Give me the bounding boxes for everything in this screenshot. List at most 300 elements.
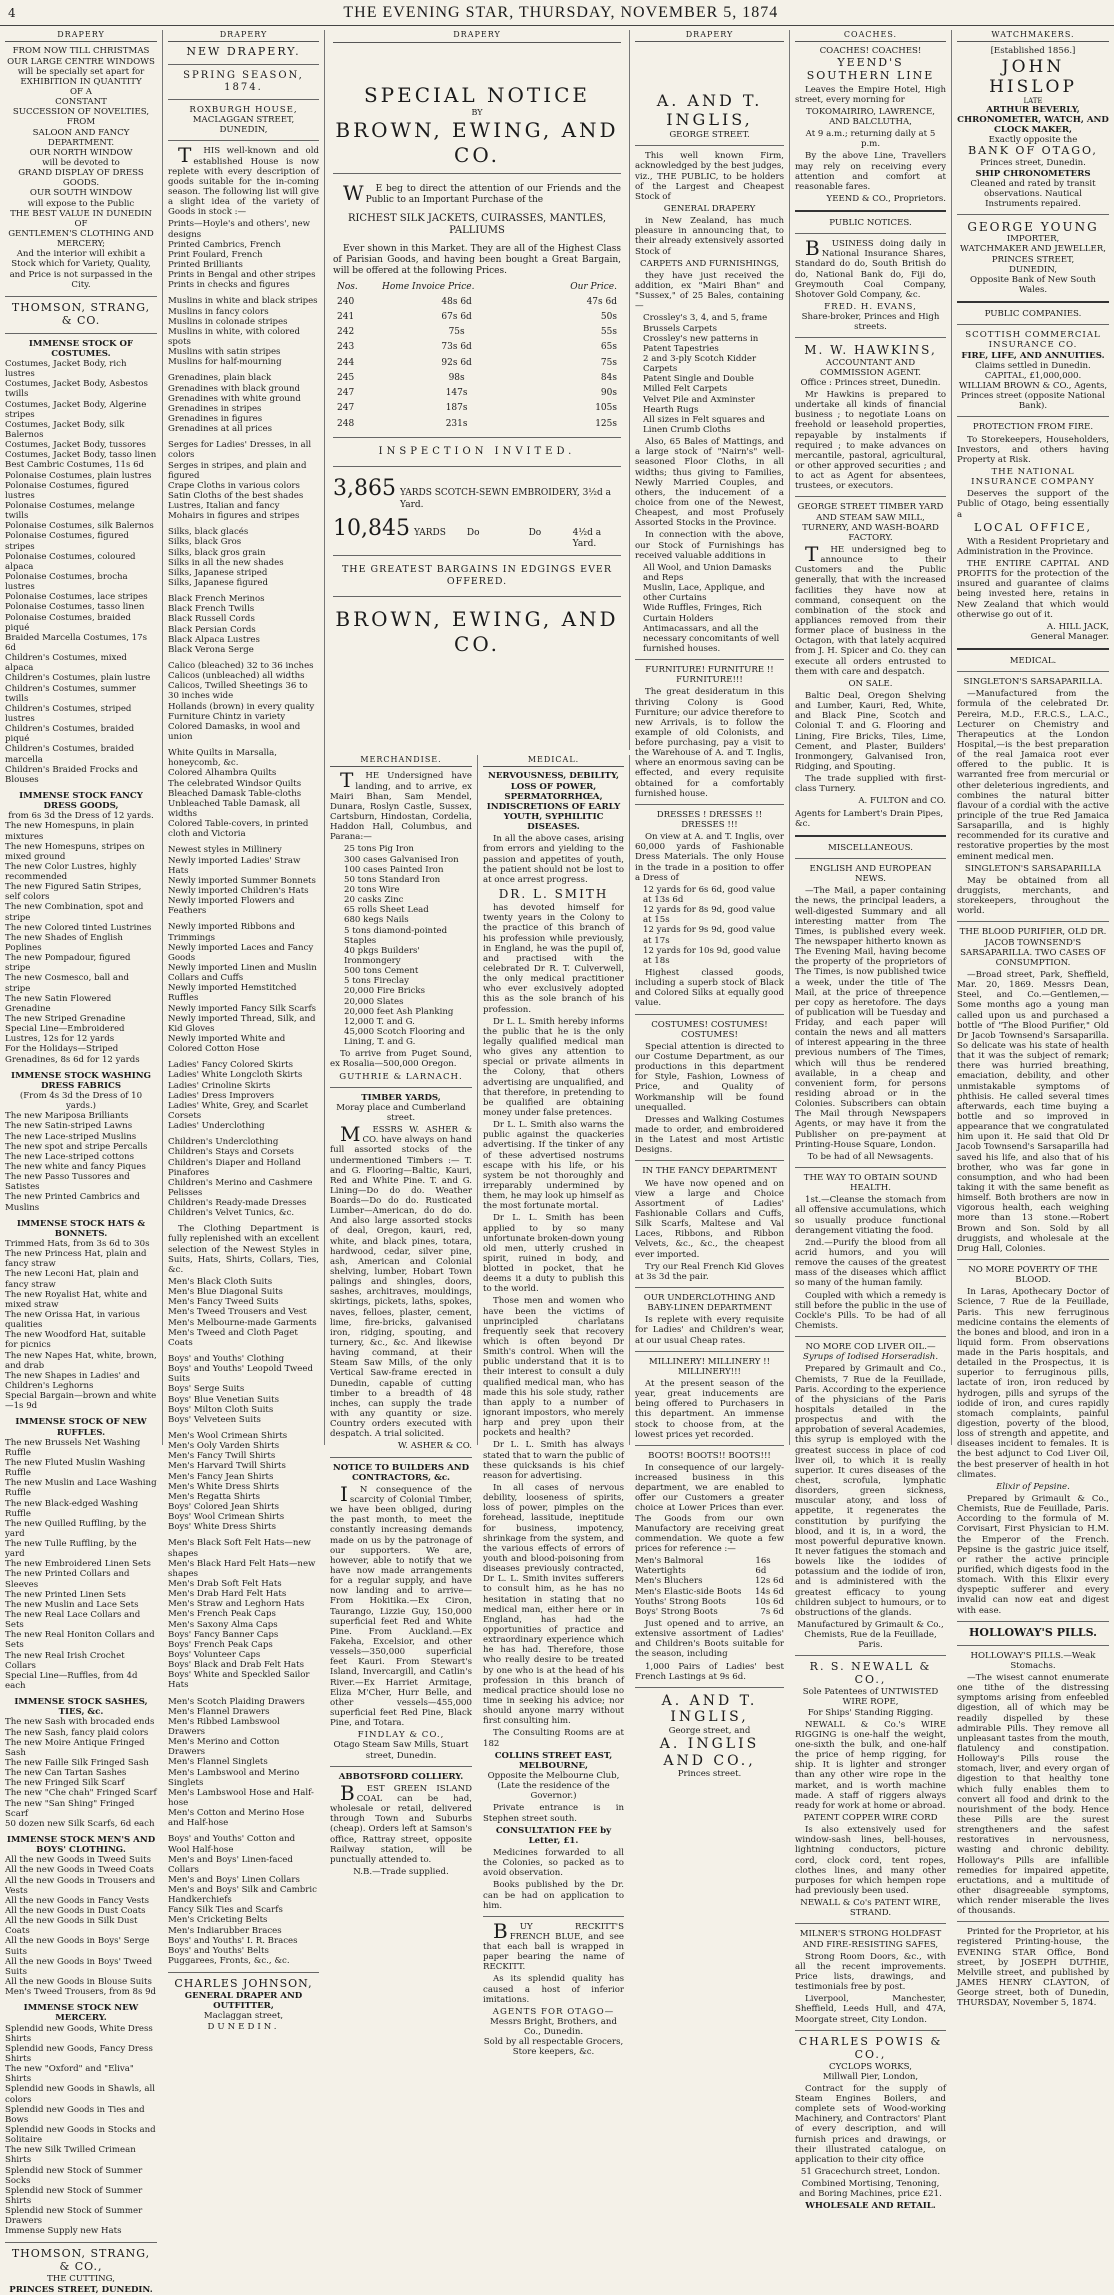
table-row bbox=[635, 1597, 784, 1607]
list-item: Newly imported Hemstitched Ruffles bbox=[168, 983, 297, 1004]
intro-line: EXHIBITION IN QUANTITY bbox=[20, 76, 142, 87]
med-p5: Dr L. L. Smith has been applied to by so many unfortunate broken-down young old men, utterly crushed in spirit, ruined in body, and blotted in pocket, that he deems it a duty to publish this to the world. bbox=[483, 1213, 624, 1295]
milner-p18: Strong Room Doors, &c., with all the recent improvements. Price lists, drawings, and testimonials free by post. bbox=[795, 1951, 946, 1993]
list-item: 12 yards for 10s 9d, good value at 18s bbox=[643, 945, 781, 966]
hislop-name: JOHN HISLOP bbox=[989, 56, 1077, 97]
list-item: 65 rolls Sheet Lead bbox=[344, 905, 429, 916]
list-item: Printed Cambrics, French bbox=[168, 239, 281, 250]
brown-ewing-intro: WE beg to direct the attention of our Friends and the Public to an Important Purchase of the bbox=[343, 181, 621, 206]
list-item: The new Colored tinted Lustrines bbox=[5, 922, 152, 933]
list-item: 20,000 feet Ash Planking bbox=[344, 1006, 454, 1017]
intro-line: will expose to the Public bbox=[27, 198, 135, 209]
poverty-head: NO MORE POVERTY OF THE BLOOD. bbox=[968, 1264, 1098, 1286]
list-item: Polonaise Costumes, braided piqué bbox=[5, 612, 131, 633]
list-item: Men's Lambswool and Merino Singlets bbox=[168, 1767, 300, 1788]
list-item: The new white and fancy Piques bbox=[5, 1162, 146, 1172]
ruffles-heading: IMMENSE STOCK OF NEW RUFFLES. bbox=[15, 1417, 147, 1438]
table-cell: 187s bbox=[445, 403, 468, 414]
list-item: Polonaise Costumes, coloured alpaca bbox=[5, 551, 136, 572]
list-item: Men's Wool Crimean Shirts bbox=[168, 1431, 288, 1442]
list-item: Newly imported Ribbons and Trimmings bbox=[168, 922, 295, 943]
list-item: The new Figured Satin Stripes, self colors bbox=[5, 882, 142, 903]
edgings-bargains: THE GREATEST BARGAINS IN EDGINGS EVER OFFERED. bbox=[341, 564, 613, 588]
table-cell: 245 bbox=[337, 372, 355, 383]
inglis-sign-street: George street, and bbox=[668, 1725, 751, 1736]
intro-line: will be devoted to bbox=[42, 157, 120, 168]
list-item: The new Sash with brocaded ends bbox=[5, 1717, 155, 1728]
table-cell: Youths' Strong Boots bbox=[635, 1596, 727, 1607]
list-item: Colored Table-covers, in printed cloth and Victoria bbox=[168, 819, 309, 840]
sashes-list bbox=[5, 1717, 157, 1829]
list-item: Boys' Blue Venetian Suits bbox=[168, 1394, 280, 1405]
inglis-sign: A. AND T. INGLIS, bbox=[661, 1692, 758, 1726]
list-item: The new Homespuns, in plain mixtures bbox=[5, 821, 135, 842]
list-item: Special Line—Embroidered Lustres, 12s for 12 yards bbox=[5, 1024, 125, 1045]
list-item: Black Persian Cords bbox=[168, 624, 256, 635]
list-item: Furniture Chintz in variety bbox=[168, 711, 286, 722]
dresses-head: DRESSES ! DRESSES !! DRESSES !!! bbox=[656, 809, 763, 831]
inglis-p4: Also, 65 Bales of Mattings, and a large stock of "Nairn's" well-seasoned Floor Cloths, in all widths; thus giving to Families, Newly Married Couples, and others, the inducement of a choice from one of the Newest, Cheapest, and most Profusely Assorted Stocks in the Province. bbox=[635, 437, 784, 529]
list-item: Men's and Boys' Linen-faced Collars bbox=[168, 1854, 293, 1875]
list-item: Children's Braided Frocks and Blouses bbox=[5, 764, 139, 785]
list-item: Newest styles in Millinery bbox=[168, 845, 282, 856]
fire-protection-head: PROTECTION FROM FIRE. bbox=[972, 422, 1094, 433]
list-item: Trimmed Hats, from 3s 6d to 30s bbox=[5, 1238, 150, 1249]
list-item: Men's and Boys' Silk and Cambric Handkerchiefs bbox=[168, 1885, 317, 1906]
column-1 bbox=[0, 30, 163, 2295]
list-item: Men's Tweed and Cloth Paget Coats bbox=[168, 1327, 298, 1348]
merch-p1: THE Undersigned have landing, and to arrive, ex Mairi Bhan, Sam Mendel, Dunara, Roslyn Castle, Sussex, Cartsburn, Hindostan, Cordelia, Haddon Hall, Columbus, and Parana:— bbox=[330, 768, 472, 843]
list-item: Muslin, Lace, Applique, and other Curtains bbox=[643, 583, 765, 604]
list-item: Men's Melbourne-made Garments bbox=[168, 1317, 317, 1328]
embroidery-line-1 bbox=[333, 475, 621, 511]
list-item: Boys' Colored Jean Shirts bbox=[168, 1502, 280, 1512]
list-item: The new Real Honiton Collars and Sets bbox=[5, 1630, 155, 1651]
fulton-text: THE undersigned beg to announce to their Customers and the Public generally, that with the increased facilities they have now at command, consequent on the combination of the stock and appliances removed from their former place of business in the Octagon, with that lately acquired from J. H. Spicer and Co. they can execute all orders entrusted to them with care and despatch. bbox=[795, 542, 946, 677]
guthrie-larnach: GUTHRIE & LARNACH. bbox=[339, 1071, 463, 1082]
sarsaparilla-head: SINGLETON'S SARSAPARILLA. bbox=[963, 677, 1103, 688]
asher-sign: W. ASHER & CO. bbox=[397, 1441, 472, 1452]
inglis-firm: A. AND T. INGLIS, bbox=[656, 91, 763, 130]
table-cell: 67s 6d bbox=[441, 311, 472, 322]
table-cell: 90s bbox=[600, 388, 617, 398]
newall-name: R. S. NEWALL & CO., bbox=[809, 1660, 932, 1687]
list-item: Unbleached Table Damask, all widths bbox=[168, 798, 301, 819]
list-item: Men's Fancy Jean Shirts bbox=[168, 1471, 274, 1482]
fulton-sign: A. FULTON and CO. bbox=[858, 796, 946, 807]
list-item: Grenadines with white ground bbox=[168, 393, 301, 404]
inglis-p8: Highest classed goods, including a superb stock of Black and Colored Silks at equally good value. bbox=[635, 968, 784, 1009]
list-item: The new Printed Linen Sets bbox=[5, 1589, 126, 1600]
list-item: Boys' Black and Drab Felt Hats bbox=[168, 1660, 305, 1671]
inglis-p10: Dresses and Walking Costumes made to order, and embroidered in the Latest and most Artistic Designs. bbox=[635, 1114, 784, 1156]
list-item: Boys' Wool Crimean Shirts bbox=[168, 1512, 285, 1523]
table-cell: 125s bbox=[595, 418, 617, 429]
list-item: Boys' Velveteen Suits bbox=[168, 1414, 261, 1425]
list-item: 20,000 Slates bbox=[344, 996, 404, 1007]
table-cell: 48s 6d bbox=[441, 296, 472, 307]
list-item: The new Can Tartan Sashes bbox=[5, 1768, 127, 1779]
list-item: Men's White Dress Shirts bbox=[168, 1481, 280, 1492]
list-item: The new Real Irish Crochet Collars bbox=[5, 1650, 125, 1671]
table-cell: 248 bbox=[337, 418, 355, 429]
inglis-p13: Is replete with every requisite for Ladies' and Children's wear, at our usual Cheap rates. bbox=[635, 1315, 784, 1346]
furniture-head: FURNITURE! FURNITURE !! FURNITURE!!! bbox=[645, 665, 774, 686]
list-item: Men's Flannel Drawers bbox=[168, 1706, 270, 1717]
list-item: Splendid new Stock of Summer Drawers bbox=[5, 2206, 143, 2227]
yeend-route: TOKOMAIRIRO, LAWRENCE, AND BALCLUTHA, bbox=[806, 106, 935, 127]
list-item: The new Fringed Silk Scarf bbox=[5, 1778, 125, 1789]
stock-group bbox=[168, 1060, 319, 1131]
list-item: 20,000 Fire Bricks bbox=[344, 986, 426, 997]
list-item: All the new Goods in Boys' Tweed Suits bbox=[5, 1956, 153, 1977]
list-item: Costumes, Jacket Body, Algerine stripes bbox=[5, 399, 147, 420]
list-item: Boys' French Peak Caps bbox=[168, 1639, 273, 1650]
list-item: Wide Ruffles, Fringes, Rich Curtain Holders bbox=[643, 603, 762, 624]
table-cell: 240 bbox=[337, 296, 355, 307]
list-item: 12 yards for 6s 6d, good value at 13s 6d bbox=[643, 884, 776, 906]
list-item: The new Combination, spot and stripe bbox=[5, 902, 144, 923]
list-item: Boys' Serge Suits bbox=[168, 1384, 245, 1395]
findlay-sign: FINDLAY & CO., bbox=[357, 1730, 445, 1741]
list-item: Men's Indiarubber Braces bbox=[168, 1925, 282, 1936]
table-row bbox=[333, 340, 621, 355]
list-item: All sizes in Felt squares and Linen Crumb Cloths bbox=[643, 414, 765, 435]
johnson-city: DUNEDIN. bbox=[207, 2021, 280, 2032]
yeend-p1: Leaves the Empire Hotel, High street, every morning for bbox=[795, 84, 946, 105]
stock-group bbox=[168, 373, 319, 434]
season-heading: SPRING SEASON, 1874. bbox=[183, 70, 304, 94]
merch-list bbox=[330, 844, 472, 1047]
wash-subheading: (From 4s 3d the Dress of 10 yards.) bbox=[19, 1091, 143, 1112]
list-item: All the new Goods in Tweed Suits bbox=[5, 1855, 152, 1866]
list-item: For the Holidays—Striped Grenadines, 8s 6d for 12 yards bbox=[5, 1044, 140, 1065]
list-item: All Wool, and Union Damasks and Reps bbox=[643, 562, 772, 583]
local-office: LOCAL OFFICE, bbox=[973, 520, 1093, 534]
intro-line: OUR LARGE CENTRE WINDOWS bbox=[7, 56, 155, 67]
list-item: 5 tons Fireclay bbox=[344, 976, 409, 987]
list-item: All the new Goods in Boys' Serge Suits bbox=[5, 1936, 150, 1957]
list-item: The new Shades of English Poplines bbox=[5, 932, 123, 954]
table-row bbox=[635, 1556, 784, 1576]
blood-purifier-head: THE BLOOD PURIFIER, OLD DR. JACOB TOWNSEND'S SARSAPARILLA. TWO CASES OF CONSUMPTION. bbox=[959, 927, 1107, 968]
new-drapery-title: NEW DRAPERY. bbox=[186, 45, 301, 59]
list-item: Boys' Fancy Banner Caps bbox=[168, 1629, 279, 1640]
list-item: The new Satin Flowered Grenadine bbox=[5, 993, 112, 1014]
med-p4: Dr L. L. Smith also warns the public against the quackeries advertising. If the tinker of any of these advertised nostrums escape with his life, or his system be not thoroughly and irreparably undermined by them, he may look up himself as the most fortunate mortal. bbox=[483, 1120, 624, 1212]
list-item: Muslins with satin stripes bbox=[168, 347, 281, 358]
list-item: The new Muslin and Lace Sets bbox=[5, 1599, 139, 1610]
list-item: Boys' and Youths' Belts bbox=[168, 1945, 269, 1956]
stock-group bbox=[168, 296, 319, 367]
fancy-dept-head: IN THE FANCY DEPARTMENT bbox=[642, 1166, 777, 1177]
list-item: Men's Tweed Trousers, from 8s 9d bbox=[5, 1987, 157, 1998]
health-p12: 1st.—Cleanse the stomach from all offensive accumulations, which so usually produce functional derangement vitiating the food. bbox=[795, 1195, 946, 1236]
list-item: White Quilts in Marsalla, honeycomb, &c. bbox=[168, 748, 277, 769]
column-6-head: WATCHMAKERS. bbox=[957, 30, 1109, 42]
table-row bbox=[333, 356, 621, 371]
list-item: Black Russell Cords bbox=[168, 614, 255, 625]
health-head: THE WAY TO OBTAIN SOUND HEALTH. bbox=[803, 1173, 938, 1194]
list-item: Muslins in fancy colors bbox=[168, 306, 269, 317]
list-item: 25 tons Pig Iron bbox=[344, 844, 414, 855]
list-item: Silks, Japanese striped bbox=[168, 567, 268, 578]
list-item: Muslins in white, with colored spots bbox=[168, 326, 301, 347]
holloway-sub: HOLLOWAY'S PILLS.—Weak Stomachs. bbox=[970, 1650, 1096, 1671]
roxburgh-stock-list bbox=[168, 219, 319, 1218]
emb2-price: 4½d a Yard. bbox=[572, 527, 602, 549]
boots-head: BOOTS! BOOTS!! BOOTS!!! bbox=[648, 1450, 771, 1461]
list-item: Black Alpaca Lustres bbox=[168, 634, 260, 645]
list-item: Children's Ready-made Dresses bbox=[168, 1198, 307, 1209]
roxburgh-house: ROXBURGH HOUSE, bbox=[189, 105, 298, 115]
merchandise-column bbox=[325, 755, 478, 1877]
intro-line: CONSTANT bbox=[55, 97, 107, 108]
list-item: Colored Alhambra Quilts bbox=[168, 768, 277, 779]
fulton-p9: Agents for Lambert's Drain Pipes, &c. bbox=[795, 808, 944, 829]
fire-p9: THE ENTIRE CAPITAL AND PROFITS for the protection of the insured and guarantee of claims being invested here, retains in New Zealand that which would otherwise go out of it. bbox=[957, 558, 1109, 620]
mens-list bbox=[5, 1855, 157, 1997]
yeend-p2: At 9 a.m.; returning daily at 5 p.m. bbox=[805, 129, 936, 150]
list-item: Splendid new Goods in Stocks and Solitaire bbox=[5, 2124, 156, 2146]
sashes-heading: IMMENSE STOCK SASHES, TIES, &c. bbox=[14, 1697, 148, 1718]
table-cell: 231s bbox=[445, 418, 468, 429]
med-address: COLLINS STREET EAST, MELBOURNE, bbox=[494, 1750, 613, 1771]
list-item: Children's Underclothing bbox=[168, 1137, 279, 1148]
list-item: Calicos, Twilled Sheetings 36 to 30 inches wide bbox=[168, 681, 308, 702]
newall-sub: Sole Patentees of UNTWISTED WIRE ROPE, bbox=[802, 1687, 939, 1708]
list-item: The new Leconi Hat, plain and fancy straw bbox=[5, 1269, 139, 1290]
medical-column bbox=[478, 755, 630, 2058]
list-item: The new Royalist Hat, white and mixed straw bbox=[5, 1289, 148, 1310]
column-2-head: DRAPERY bbox=[168, 30, 319, 42]
young-name: GEORGE YOUNG bbox=[967, 220, 1099, 235]
stock-group bbox=[168, 1137, 319, 1218]
list-item: Crossley's 3, 4, and 5, frame Brussels Carpets bbox=[643, 313, 768, 334]
list-item: Costumes, Jacket Body, silk Balernos bbox=[5, 419, 125, 441]
table-cell: 75s bbox=[600, 357, 617, 368]
table-row bbox=[635, 1607, 784, 1617]
costumes-heading: IMMENSE STOCK OF COSTUMES. bbox=[28, 338, 134, 359]
list-item: Hollands (brown) in every quality bbox=[168, 701, 315, 712]
list-item: Mohairs in figures and stripes bbox=[168, 511, 300, 522]
list-item: 5 tons diamond-pointed Staples bbox=[344, 925, 448, 946]
list-item: The new "Oxford" and "Eliva" Shirts bbox=[5, 2064, 134, 2085]
inglis-p1: This well known Firm, acknowledged by the best judges, viz., THE PUBLIC, to be holders of the Largest and Cheapest Stock of bbox=[635, 151, 784, 202]
list-item: Newly imported Thread, Silk, and Kid Gloves bbox=[168, 1013, 316, 1034]
table-cell: 105s bbox=[595, 403, 617, 414]
stock-group bbox=[168, 748, 319, 839]
dress-price-list bbox=[635, 885, 784, 966]
table-cell: 247 bbox=[337, 388, 355, 398]
stock-group bbox=[168, 219, 319, 290]
stock-group bbox=[168, 594, 319, 655]
stock-group bbox=[168, 1277, 319, 1348]
inglis-p11: We have now opened and on view a large and Choice Assortment of Ladies' Fashionable Collars and Cuffs, Silk Scarfs, Maltese and Val Laces, Ribbons, and Ribbon Velvets, &c., &c., the cheapest ever imported. bbox=[635, 1178, 784, 1260]
emb2-do2: Do bbox=[528, 527, 542, 538]
fulton-p8: The trade supplied with first-class Turnery. bbox=[795, 774, 946, 795]
fancy-subheading: from 6s 3d the Dress of 12 yards. bbox=[8, 811, 154, 822]
list-item: Men's Cricketing Belts bbox=[168, 1915, 268, 1926]
masthead bbox=[0, 0, 1114, 26]
med-p2: has devoted himself for twenty years in the Colony to the practice of this branch of his profession while previously, in England, he was the pupil of, and practised with the celebrated Dr R. T. Culverwell, the only medical practitioner who ever exclusively adopted this as the sole branch of his profession. bbox=[483, 903, 624, 1015]
col-header-nos: Nos. bbox=[337, 282, 358, 293]
list-item: Polonaise Costumes, plain lustres bbox=[5, 470, 152, 481]
mercery-list bbox=[5, 2024, 157, 2237]
jack-name: A. HILL JACK, bbox=[1046, 621, 1109, 632]
mail-text: —The Mail, a paper containing the news, the principal leaders, a well-digested Summary and all interesting matter from The Times, is published every week. The newspaper hitherto known as The Evening Mail, having become the property of the proprietors of The Times, is now published twice a week, under the title of The Mail, at the price of threepence per copy as heretofore. The days of publication will be Tuesday and Friday, and each paper will contain the news and all matters of interest appearing in the three previous numbers of The Times, which will thus be rendered available, in a cheap and convenient form, for persons residing abroad or in the Colonies. Subscribers can obtain The Mail through Newspapers Agents, or may have it from the Publisher on pre-payment at Printing-House Square, London. bbox=[795, 886, 946, 1150]
national-insurance: THE NATIONAL INSURANCE COMPANY bbox=[971, 466, 1095, 488]
colliery-text: BEST GREEN ISLAND COAL can be had, wholesale or retail, delivered through Town and Suburbs (cheap). Orders left at Samson's office, Rattray street, opposite Railway station, will be punctually attended to. bbox=[330, 1780, 472, 1865]
list-item: The new Pompadour, figured stripe bbox=[5, 953, 131, 974]
list-item: The new Muslin and Lace Washing Ruffle bbox=[5, 1478, 157, 1499]
medical-head-2: MEDICAL. bbox=[1009, 656, 1057, 667]
wash-heading: IMMENSE STOCK WASHING DRESS FABRICS bbox=[11, 1070, 151, 1091]
intro-line: SALOON AND FANCY DEPARTMENT. bbox=[32, 127, 130, 148]
list-item: Prints—Hoyle's and others', new designs bbox=[168, 219, 310, 240]
col-header-home: Home Invoice Price. bbox=[382, 282, 475, 293]
pepsine-p14: Prepared by Grimault & Co., Chemists, Rue de Feuillade, Paris. According to the formula of M. Corvisart, First Physician to H.M. the Emperor of the French. Pepsine is the gastric juice itself, or rather the active principle purified, which digests food in the stomach. With this Elixir every dyspeptic sufferer and every invalid can now eat and digest with ease. bbox=[957, 1494, 1109, 1616]
table-cell: Men's Elastic-side Boots bbox=[635, 1586, 742, 1597]
list-item: Special Bargain—brown and white—1s 9d bbox=[5, 1391, 157, 1412]
newall-text: NEWALL & Co.'s WIRE RIGGING is one-half the weight, one-sixth the bulk, and one-half the price of hemp rigging, for ship. It is lighter and stronger than any other wire rope in the market, and is worth machine made. A staff of riggers always ready for work at home or abroad. bbox=[795, 1719, 946, 1811]
list-item: Polonaise Costumes, silk Balernos bbox=[5, 521, 154, 532]
list-item: Silks in all the new shades bbox=[168, 557, 284, 568]
list-item: The new Princess Hat, plain and fancy straw bbox=[5, 1249, 147, 1270]
list-item: Crape Cloths in various colors bbox=[168, 480, 300, 491]
powis-name: CHARLES POWIS & CO., bbox=[798, 2034, 943, 2061]
list-item: Children's Velvet Tunics, &c. bbox=[168, 1208, 295, 1219]
ruffles-list bbox=[5, 1438, 157, 1692]
list-item: Velvet Pile and Axminster Hearth Rugs bbox=[643, 394, 755, 415]
inglis-sign-2: A. INGLIS AND CO., bbox=[659, 1736, 760, 1769]
timber-yards-sub: Moray place and Cumberland street. bbox=[336, 1102, 466, 1123]
list-item: Serges in stripes, and plain and figured bbox=[168, 460, 307, 481]
evans-name: FRED. H. EVANS, bbox=[824, 302, 917, 313]
list-item: Black French Twills bbox=[168, 604, 255, 615]
jack-title: General Manager. bbox=[1030, 631, 1109, 642]
dr-smith: DR. L. SMITH bbox=[498, 886, 609, 901]
list-item: Polonaise Costumes, figured stripes bbox=[5, 531, 129, 552]
stock-group bbox=[168, 1834, 319, 1966]
table-row bbox=[333, 417, 621, 432]
list-item: The new Embroidered Linen Sets bbox=[5, 1559, 151, 1570]
list-item: Calicos (unbleached) all widths bbox=[168, 671, 305, 682]
cod-sign: Manufactured by Grimault & Co., Chemists, Rue de la Feuillade, Paris. bbox=[797, 1619, 944, 1651]
med-p12: Books published by the Dr. can be had on application to him. bbox=[483, 1880, 624, 1911]
fire-p8: With a Resident Proprietary and Administration in the Province. bbox=[957, 536, 1109, 557]
list-item: The new Lace-striped Muslins bbox=[5, 1131, 137, 1142]
list-item: 500 tons Cement bbox=[344, 966, 419, 977]
list-item: The new Brussels Net Washing Ruffle bbox=[5, 1437, 141, 1458]
stock-group bbox=[168, 440, 319, 521]
fire-p6: To Storekeepers, Householders, Investors, and others having Property at Risk. bbox=[957, 434, 1109, 465]
table-cell: 16s 6d bbox=[755, 1556, 771, 1577]
reckitt-agents: AGENTS FOR OTAGO— bbox=[492, 2006, 615, 2017]
list-item: Patent Single and Double Milled Felt Carpets bbox=[643, 374, 754, 395]
asher-text: MESSRS W. ASHER & CO. have always on hand full assorted stocks of the undermentioned Timbers :— T. and G. Flooring—Baltic, Kauri, Red and White Pine. T. and G. Lining—Do do do. Weather Boards—Do do do. Rusticated Lumber—American, do do do. And also large assorted stocks of deal, Oregon, kauri, red, white, and black pines, totara, hardwood, cedar, silver pine, ash, American and Colonial shelving, lumber, Hobart Town palings and shingles, doors, sashes, architraves, mouldings, skirtings, pickets, laths, spokes, naves, felloes, plaster, cement, lime, fire-bricks, galvanised iron, ridging, spouting, and turnery, &c., &c. And likewise having command, at their Steam Saw Mills, of the only Vertical Saw-frame erected in Dunedin, capable of cutting timber to a breadth of 48 inches, can supply the trade with any quantity or size. Country orders executed with despatch. A trial solicited. bbox=[330, 1122, 472, 1440]
consultation-fee: CONSULTATION FEE by Letter, £1. bbox=[495, 1825, 612, 1846]
list-item: All the new Goods in Tweed Coats bbox=[5, 1865, 154, 1876]
list-item: Fancy Silk Ties and Scarfs bbox=[168, 1905, 283, 1916]
list-item: The new Quilled Ruffling, by the yard bbox=[5, 1518, 147, 1539]
inglis-sign-2-street: Princes street. bbox=[677, 1769, 742, 1780]
inglis-p2: in New Zealand, has much pleasure in announcing that, to their already extensively assorted Stock of bbox=[635, 216, 784, 257]
fire-p7: Deserves the support of the Public of Otago, being essentially a bbox=[957, 489, 1109, 520]
young-4: DUNEDIN, bbox=[1009, 264, 1057, 275]
list-item: Print Foulard, French bbox=[168, 249, 263, 260]
powis-sub: CYCLOPS WORKS, bbox=[829, 2061, 912, 2072]
med-p10: Private entrance is in Stephen street south. bbox=[483, 1803, 624, 1824]
list-item: The new Black-edged Washing Ruffle bbox=[5, 1498, 139, 1519]
reckitt-ad: BUY RECKITT'S FRENCH BLUE, and see that each ball is wrapped in paper bearing the name of RECKITT. bbox=[483, 1918, 624, 1973]
list-item: Muslins in white and black stripes bbox=[168, 296, 318, 307]
list-item: Boys' and Youths' I. R. Braces bbox=[168, 1935, 298, 1946]
costumes-head: COSTUMES! COSTUMES! COSTUMES! bbox=[651, 1019, 768, 1040]
list-item: Men's Tweed Trousers and Vest bbox=[168, 1307, 307, 1318]
med-p3: Dr L. L. Smith hereby informs the public that he is the only legally qualified medical man who gives any attention to special or private ailments in the Colony, that others advertising are unqualified, and that therefore, in pretending to be qualified are obtaining money under false pretences. bbox=[483, 1016, 624, 1118]
young-2: WATCHMAKER AND JEWELLER, bbox=[960, 244, 1106, 255]
list-item: 12 yards for 8s 9d, good value at 15s bbox=[643, 905, 776, 926]
boots-price-list bbox=[635, 1556, 784, 1617]
scottish-fire: FIRE, LIFE, AND ANNUITIES. bbox=[961, 350, 1105, 361]
hawkins-text: Mr Hawkins is prepared to undertake all kinds of financial business ; to negotiate Loans on freehold or leasehold properties, repayable by instalments if required ; to make advances on mercantile, pastoral, agricultural, or other approved securities ; and to act as Agent for absentees, trustees, or executors. bbox=[795, 390, 946, 492]
emb1-qty: 3,865 bbox=[333, 476, 396, 502]
list-item: Newly imported Fancy Silk Scarfs bbox=[168, 1003, 317, 1014]
list-item: Men's Regatta Shirts bbox=[168, 1491, 261, 1502]
emb1-text: YARDS SCOTCH-SEWN EMBROIDERY, 3½d a Yard. bbox=[399, 488, 612, 510]
inglis-p7: On view at A. and T. Inglis, over 60,000 yards of Fashionable Dress Materials. The only House in the trade in a position to offer a Dress of bbox=[635, 832, 784, 883]
medical-head: MEDICAL. bbox=[483, 755, 624, 767]
inglis-p15: In consequence of our largely-increased business in this department, we are enabled to offer our Customers a greater choice at Lower Prices than ever. The Goods from our own Manufactory are receiving great commendation. We quote a few prices for reference :— bbox=[635, 1462, 784, 1555]
table-row bbox=[333, 386, 621, 401]
list-item: The new Satin-striped Lawns bbox=[5, 1121, 133, 1132]
powis-p23: WHOLESALE AND RETAIL. bbox=[805, 2201, 936, 2212]
list-item: Black French Merinos bbox=[168, 594, 265, 605]
timber-yard-head: GEORGE STREET TIMBER YARD AND STEAM SAW MILL, TURNERY, AND WASH-BOARD FACTORY. bbox=[797, 502, 944, 543]
beverly-title: CHRONOMETER, WATCH, AND CLOCK MAKER, bbox=[957, 115, 1109, 136]
list-item: Men's Drab Hard Felt Hats bbox=[168, 1589, 287, 1600]
young-5: Opposite Bank of New South Wales. bbox=[970, 274, 1096, 296]
list-item: Grenadines in stripes bbox=[168, 403, 262, 414]
med-p6: Those men and women who have been the victims of unprincipled charlatans frequently seek that recovery which is often beyond Dr Smith's control. When will the public understand that it is to their interest to consult a duly qualified medical man, who has made this his sole study, rather than apply to a number of ignorant impostors, who merely harp and prey upon their pockets and health? bbox=[483, 1296, 624, 1439]
cod-head: NO MORE COD LIVER OIL.— bbox=[805, 1342, 936, 1353]
nervousness-head: NERVOUSNESS, DEBILITY, LOSS OF POWER, SPERMATORRHŒA, INDISCRETIONS OF EARLY YOUTH, SYPHILITIC DISEASES. bbox=[486, 771, 621, 833]
list-item: All the new Goods in Silk Dust Coats bbox=[5, 1916, 138, 1937]
list-item: Polonaise Costumes, melange twills bbox=[5, 501, 135, 522]
hislop-p2: Princes street, Dunedin. bbox=[980, 158, 1086, 169]
young-1: IMPORTER, bbox=[1006, 234, 1060, 245]
hislop-p1: Exactly opposite the bbox=[988, 135, 1078, 146]
hislop-p3: Cleaned and rated by transit observations. Nautical Instruments repaired. bbox=[970, 178, 1096, 210]
powis-p20: Contract for the supply of Steam Engines Boilers, and complete sets of Wood-working Machinery, and Contractors' Plant of every description, and will furnish prices and drawings, or their illustrated catalogue, on application to their city office bbox=[795, 2083, 946, 2165]
list-item: 100 cases Painted Iron bbox=[344, 864, 444, 875]
underclothing-head: OUR UNDERCLOTHING AND BABY-LINEN DEPARTMENT bbox=[643, 1292, 776, 1314]
list-item: Immense Supply new Hats bbox=[5, 2226, 122, 2237]
sars-p10: —Manufactured from the formula of the celebrated Dr. Pereira, M.D., F.R.C.S., L.A.C., Lecturer on Chemistry and Therapeutics at the London Hospital,—is the best preparation of the real Jamaica root ever offered to the public. It is warranted free from mercurial or other deleterious ingredients, and combines the natural bitter flavour of a cordial with the active principle of the true Red Jamaica Sarsaparilla, and is highly recommended for its curative and restorative properties by the most eminent medical men. bbox=[957, 689, 1109, 862]
list-item: Prints in checks and figures bbox=[168, 280, 290, 291]
list-item: Braided Marcella Costumes, 17s 6d bbox=[5, 632, 147, 653]
list-item: The new Passo Tussores and Satistes bbox=[5, 1172, 130, 1193]
public-companies-head: PUBLIC COMPANIES. bbox=[984, 309, 1082, 320]
list-item: All the new Goods in Fancy Vests bbox=[5, 1895, 150, 1906]
roxburgh-intro: THIS well-known and old established House is now replete with every description of goods suitable for the in-coming season. The following list will give a slight idea of the variety of Goods in stock :— bbox=[168, 143, 319, 218]
poverty-p13: In Laras, Apothecary Doctor of Science, 7 Rue de la Feuillade, Paris. This new ferruginous medicine contains the elements of the bones and blood, and iron in a liquid form. From observations made in the Paris hospitals, and detailed in the Prospectus, it is superior to ferruginous pills, lactate of iron, iron reduced by hydrogen, pills and syrups of the iodide of iron, and cures rapidly stomach complaints, painful digestion, poverty of the blood, loss of strength and appetite, and diseases incident to females. It is the best adjunct to Cod Liver Oil, the best preserver of health in hot climates. bbox=[957, 1287, 1109, 1480]
inglis-street: GEORGE STREET. bbox=[669, 130, 750, 141]
column-4-head: DRAPERY bbox=[635, 30, 784, 42]
list-item: Children's Merino and Cashmere Pelisses bbox=[168, 1177, 313, 1198]
price-table bbox=[333, 281, 621, 432]
